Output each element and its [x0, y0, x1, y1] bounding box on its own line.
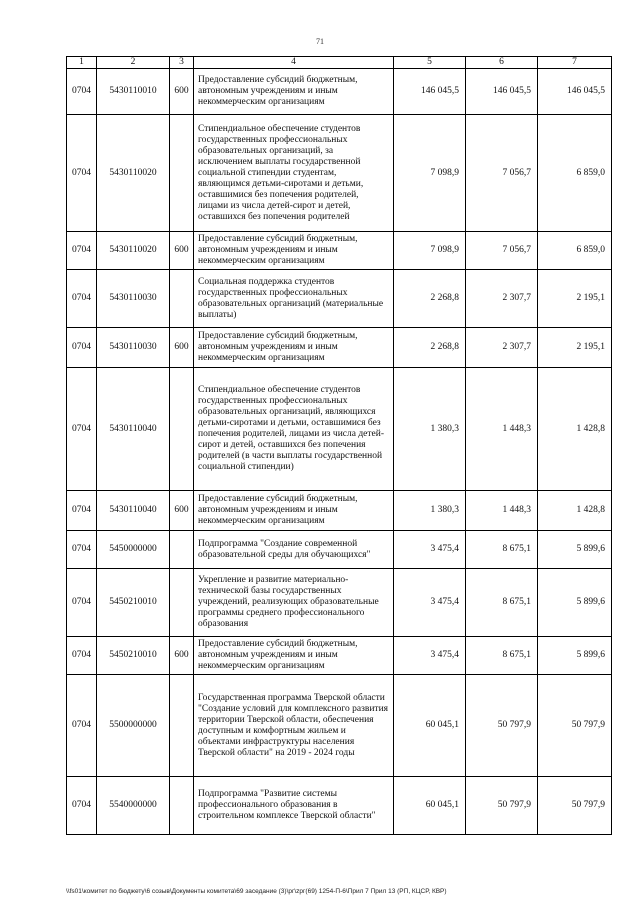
amount-col-6: 1 448,3	[466, 491, 538, 531]
amount-col-6: 50 797,9	[466, 675, 538, 777]
amount-col-6: 7 056,7	[466, 115, 538, 232]
amount-col-5: 60 045,1	[394, 675, 466, 777]
table-row	[67, 531, 612, 569]
amount-col-6: 8 675,1	[466, 531, 538, 569]
target-article-code: 5430110030	[97, 328, 170, 368]
section-code: 0704	[67, 637, 97, 675]
item-name: Стипендиальное обеспечение студентов государственных профессиональных образовательных организаций, за исключением выплаты государственной социальной стипендии студентам, являющимся детьми-сиротами и детьми, оставшимися без попечения родителей, лицами из числа детей-сирот и детей, оставшихся без попечения родителей	[194, 115, 394, 232]
file-path-footer: \\fs01\комитет по бюджету\6 созыв\Документы комитета\69 заседание (3)\рг\zрг(69) 1254-П-6\Прил 7 Прил 13 (РП, КЦСР, КВР)	[66, 888, 447, 895]
item-name: Подпрограмма "Создание современной образовательной среды для обучающихся"	[194, 531, 394, 569]
amount-col-7: 5 899,6	[538, 569, 612, 637]
amount-col-5: 2 268,8	[394, 270, 466, 328]
expense-type-code	[170, 368, 194, 491]
table-row	[67, 491, 612, 531]
section-code: 0704	[67, 491, 97, 531]
header-col-4: 4	[194, 57, 394, 69]
amount-col-5: 2 268,8	[394, 328, 466, 368]
amount-col-6: 2 307,7	[466, 328, 538, 368]
table-row	[67, 569, 612, 637]
target-article-code: 5430110030	[97, 270, 170, 328]
amount-col-5: 7 098,9	[394, 115, 466, 232]
item-name: Предоставление субсидий бюджетным, автономным учреждениям и иным некоммерческим организациям	[194, 69, 394, 115]
amount-col-5: 7 098,9	[394, 232, 466, 270]
amount-col-7: 5 899,6	[538, 637, 612, 675]
expense-type-code: 600	[170, 637, 194, 675]
table-header-row	[67, 57, 612, 69]
header-col-1: 1	[67, 57, 97, 69]
amount-col-7: 1 428,8	[538, 491, 612, 531]
expense-type-code	[170, 569, 194, 637]
header-col-3: 3	[170, 57, 194, 69]
amount-col-7: 2 195,1	[538, 328, 612, 368]
header-col-2: 2	[97, 57, 170, 69]
header-col-6: 6	[466, 57, 538, 69]
item-name: Стипендиальное обеспечение студентов государственных профессиональных образовательных организаций, являющихся детьми-сиротами и детьми, оставшимися без попечения родителей, лицами из числа детей-сирот и детей, оставшихся без попечения родителей (в части выплаты государственной социальной стипендии)	[194, 368, 394, 491]
section-code: 0704	[67, 777, 97, 835]
table-row	[67, 270, 612, 328]
header-col-5: 5	[394, 57, 466, 69]
target-article-code: 5450210010	[97, 637, 170, 675]
amount-col-6: 8 675,1	[466, 569, 538, 637]
section-code: 0704	[67, 531, 97, 569]
target-article-code: 5450000000	[97, 531, 170, 569]
item-name: Предоставление субсидий бюджетным, автономным учреждениям и иным некоммерческим организациям	[194, 232, 394, 270]
amount-col-6: 8 675,1	[466, 637, 538, 675]
amount-col-6: 50 797,9	[466, 777, 538, 835]
amount-col-5: 3 475,4	[394, 569, 466, 637]
amount-col-5: 3 475,4	[394, 637, 466, 675]
item-name: Социальная поддержка студентов государственных профессиональных образовательных организаций (материальные выплаты)	[194, 270, 394, 328]
amount-col-6: 2 307,7	[466, 270, 538, 328]
item-name: Предоставление субсидий бюджетным, автономным учреждениям и иным некоммерческим организациям	[194, 491, 394, 531]
table-row	[67, 69, 612, 115]
table-row	[67, 637, 612, 675]
target-article-code: 5430110040	[97, 368, 170, 491]
section-code: 0704	[67, 368, 97, 491]
table-row	[67, 328, 612, 368]
amount-col-6: 1 448,3	[466, 368, 538, 491]
amount-col-5: 1 380,3	[394, 368, 466, 491]
amount-col-5: 60 045,1	[394, 777, 466, 835]
amount-col-7: 146 045,5	[538, 69, 612, 115]
table-row	[67, 115, 612, 232]
target-article-code: 5430110020	[97, 232, 170, 270]
expense-type-code	[170, 531, 194, 569]
amount-col-6: 7 056,7	[466, 232, 538, 270]
item-name: Укрепление и развитие материально-технической базы государственных учреждений, реализующих образовательные программы среднего профессионального образования	[194, 569, 394, 637]
target-article-code: 5500000000	[97, 675, 170, 777]
item-name: Предоставление субсидий бюджетным, автономным учреждениям и иным некоммерческим организациям	[194, 328, 394, 368]
table-row	[67, 368, 612, 491]
item-name: Предоставление субсидий бюджетным, автономным учреждениям и иным некоммерческим организациям	[194, 637, 394, 675]
table-row	[67, 232, 612, 270]
header-col-7: 7	[538, 57, 612, 69]
section-code: 0704	[67, 328, 97, 368]
section-code: 0704	[67, 115, 97, 232]
amount-col-5: 146 045,5	[394, 69, 466, 115]
expense-type-code	[170, 675, 194, 777]
amount-col-7: 50 797,9	[538, 675, 612, 777]
expense-type-code	[170, 777, 194, 835]
item-name: Государственная программа Тверской области "Создание условий для комплексного развития территории Тверской области, обеспечения доступным и комфортным жильем и объектами инфраструктуры населения Тверской области" на 2019 - 2024 годы	[194, 675, 394, 777]
amount-col-7: 5 899,6	[538, 531, 612, 569]
amount-col-7: 6 859,0	[538, 115, 612, 232]
budget-table	[66, 56, 612, 835]
expense-type-code	[170, 270, 194, 328]
amount-col-7: 50 797,9	[538, 777, 612, 835]
amount-col-7: 2 195,1	[538, 270, 612, 328]
item-name: Подпрограмма "Развитие системы профессионального образования в строительном комплексе Тверской области"	[194, 777, 394, 835]
target-article-code: 5430110020	[97, 115, 170, 232]
amount-col-7: 1 428,8	[538, 368, 612, 491]
target-article-code: 5540000000	[97, 777, 170, 835]
expense-type-code: 600	[170, 491, 194, 531]
expense-type-code: 600	[170, 232, 194, 270]
table-row	[67, 777, 612, 835]
table-row	[67, 675, 612, 777]
section-code: 0704	[67, 69, 97, 115]
expense-type-code	[170, 115, 194, 232]
amount-col-7: 6 859,0	[538, 232, 612, 270]
section-code: 0704	[67, 675, 97, 777]
target-article-code: 5430110040	[97, 491, 170, 531]
expense-type-code: 600	[170, 328, 194, 368]
section-code: 0704	[67, 232, 97, 270]
amount-col-5: 3 475,4	[394, 531, 466, 569]
page-number: 71	[316, 37, 324, 46]
expense-type-code: 600	[170, 69, 194, 115]
target-article-code: 5430110010	[97, 69, 170, 115]
section-code: 0704	[67, 270, 97, 328]
target-article-code: 5450210010	[97, 569, 170, 637]
amount-col-6: 146 045,5	[466, 69, 538, 115]
amount-col-5: 1 380,3	[394, 491, 466, 531]
section-code: 0704	[67, 569, 97, 637]
